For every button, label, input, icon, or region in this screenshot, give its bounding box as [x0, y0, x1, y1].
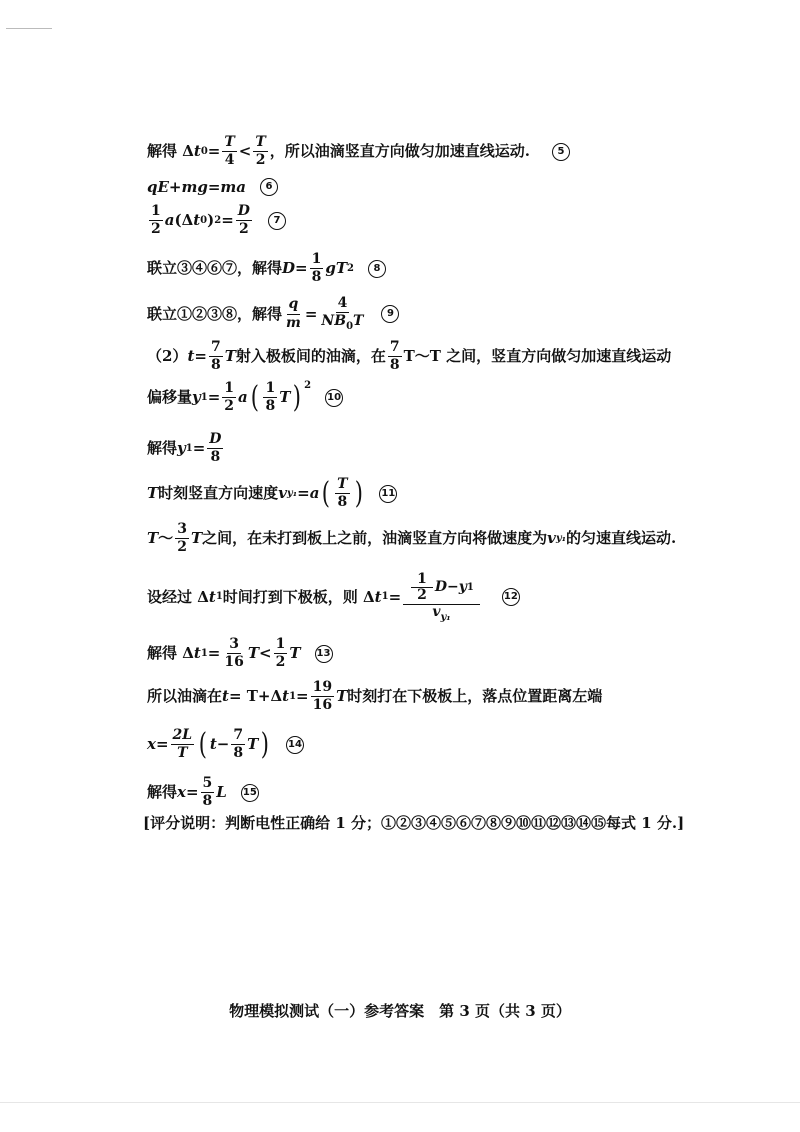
equation-step-5: 解得 Δ t 0 = $\frac{T}{4}$ < $\frac{T}{2}$ ，所以油滴竖直方向做匀加速直线运动. 5 [147, 135, 570, 169]
equation-step-10: 偏移量 y 1 = $\frac{1}{2}$ a ( $\frac{1}{8}$ T ) $^2$ 10 [147, 381, 343, 415]
equation-number-12: 12 [502, 588, 520, 606]
fraction: $\frac{7}{8}$ [233, 727, 244, 762]
equation-step-8: 联立③④⑥⑦，解得 D = $\frac{1}{8}$ gT 2 8 [147, 252, 386, 286]
equation-solve-y1: 解得 y 1 = $\frac{D}{8}$ [147, 431, 222, 466]
equation-step-11: T 时刻竖直方向速度 v y₁ = a ( $\frac{T}{8}$ ) 11 [147, 477, 397, 511]
equation-number-7: 7 [268, 212, 286, 230]
equation-number-5: 5 [552, 143, 570, 161]
fraction: $\frac{4}{NB_0T}$ [321, 295, 364, 333]
fraction: $\frac{D}{2}$ [237, 203, 250, 238]
equation-step-7: $\frac{1}{2}$ a (Δ t 0 ) 2 = $\frac{D}{2}$ 7 [147, 204, 286, 238]
part-2-heading: （2） t = $\frac{7}{8}$ T 射入极板间的油滴，在 $\frac{7}{8}$ T～T 之间，竖直方向做匀加速直线运动 [147, 339, 672, 374]
fraction: $\frac{3}{16}$ [224, 636, 244, 671]
fraction: $\frac{1}{8}$ [265, 380, 276, 415]
equation-step-14: x = $\frac{2L}{T}$ ( t− $\frac{7}{8}$ T ) 14 [147, 728, 304, 762]
equation-step-12: 设经过 Δ t 1 时间打到下极板，则 Δ t 1 = $\frac{1}{2}$ D − y 1 $v_{y_1}$ 12 [147, 572, 520, 623]
equation-step-6: qE+mg=ma 6 [147, 178, 278, 196]
fraction: $\frac{5}{8}$ [202, 775, 213, 810]
text: 解得 Δ [147, 142, 194, 161]
equation-number-6: 6 [260, 178, 278, 196]
scan-corner-mark [6, 28, 52, 29]
equation-number-14: 14 [286, 736, 304, 754]
equation-number-9: 9 [381, 305, 399, 323]
fraction: $\frac{1}{2}$ [411, 572, 433, 604]
landing-time-statement: 所以油滴在 t = T+Δ t 1 = $\frac{19}{16}$ T 时刻打在下极板上，落点位置距离左端 [147, 679, 603, 714]
fraction: $\frac{1}{2}$ [151, 203, 161, 238]
equation-number-15: 15 [241, 784, 259, 802]
equation-step-13: 解得 Δ t 1 = $\frac{3}{16}$ T < $\frac{1}{2}$ T 13 [147, 637, 333, 671]
equation-number-8: 8 [368, 260, 386, 278]
fraction: $\frac{7}{8}$ [389, 339, 400, 374]
fraction: $\frac{3}{2}$ [177, 521, 187, 556]
fraction: $\frac{T}{2}$ [255, 134, 266, 169]
fraction: $\frac{q}{m}$ [286, 296, 301, 331]
fraction: $\frac{1}{8}$ [311, 251, 322, 286]
bottom-rule [0, 1102, 800, 1103]
fraction: $\frac{2L}{T}$ [172, 727, 193, 762]
equation-step-9: 联立①②③⑧，解得 $\frac{q}{m}$ = $\frac{4}{NB_0T}$ 9 [147, 296, 399, 332]
fraction: $\frac{1}{2}$ [224, 380, 235, 415]
page-footer: 物理模拟测试（一）参考答案 第 3 页（共 3 页） [229, 1002, 571, 1020]
equation-step-15: 解得 x = $\frac{5}{8}$ L 15 [147, 776, 259, 810]
uniform-motion-statement: T ～ $\frac{3}{2}$ T 之间，在未打到板上之前，油滴竖直方向将做速度为 v y₁ 的匀速直线运动. [147, 521, 677, 556]
equation-number-11: 11 [379, 485, 397, 503]
compound-fraction: $\frac{1}{2}$ D − y 1 $v_{y_1}$ [403, 572, 480, 623]
equation-number-10: 10 [325, 389, 343, 407]
fraction: $\frac{1}{2}$ [275, 636, 286, 671]
equation-number-13: 13 [315, 645, 333, 663]
fraction: $\frac{19}{16}$ [312, 679, 333, 714]
fraction: $\frac{D}{8}$ [209, 431, 222, 466]
fraction: $\frac{7}{8}$ [210, 339, 221, 374]
scoring-note: [评分说明：判断电性正确给 1 分；①②③④⑤⑥⑦⑧⑨⑩⑪⑫⑬⑭⑮每式 1 分.] [143, 814, 685, 832]
fraction: $\frac{T}{8}$ [337, 476, 348, 511]
fraction: $\frac{T}{4}$ [224, 134, 235, 169]
